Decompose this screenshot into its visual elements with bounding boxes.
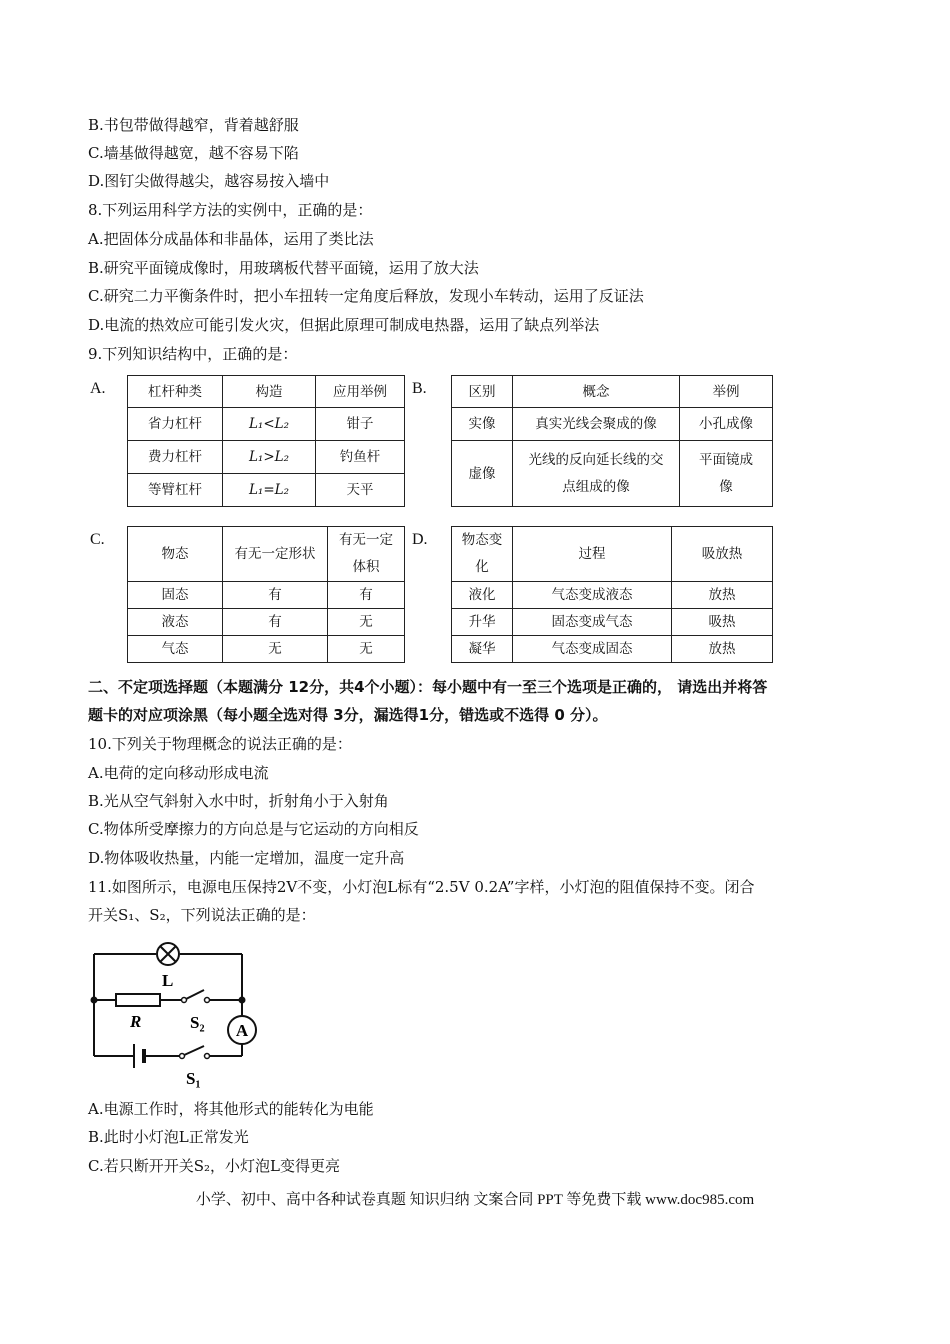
table-a — [127, 375, 405, 507]
table-a-cell: L₁>L₂ — [223, 441, 316, 474]
table-b-cell: 平面镜成像 — [680, 441, 773, 507]
lamp-label: L — [162, 971, 174, 990]
table-b-header: 举例 — [680, 376, 773, 408]
table-a-cell: L₁=L₂ — [223, 474, 316, 507]
q7-option-b: B.书包带做得越窄，背着越舒服 — [88, 116, 299, 134]
table-a-header: 构造 — [223, 376, 316, 408]
table-b-cell: 光线的反向延长线的交点组成的像 — [513, 441, 680, 507]
q10-stem: 10.下列关于物理概念的说法正确的是： — [88, 735, 352, 753]
q10-option-a: A.电荷的定向移动形成电流 — [88, 764, 269, 782]
table-a-cell: L₁<L₂ — [223, 408, 316, 441]
table-d — [451, 526, 773, 663]
table-a-cell: 费力杠杆 — [128, 441, 223, 474]
q9-stem: 9.下列知识结构中，正确的是： — [88, 345, 298, 363]
circuit-diagram — [86, 934, 276, 1094]
table-d-header: 过程 — [513, 527, 672, 582]
table-c-cell: 气态 — [128, 636, 223, 663]
table-d-cell: 凝华 — [452, 636, 513, 663]
switch-s2-contact — [182, 998, 187, 1003]
table-d-cell: 气态变成固态 — [513, 636, 672, 663]
table-a-header: 杠杆种类 — [128, 376, 223, 408]
q8-stem: 8.下列运用科学方法的实例中，正确的是： — [88, 201, 373, 219]
table-a-cell: 钳子 — [316, 408, 405, 441]
q11-option-b: B.此时小灯泡L正常发光 — [88, 1128, 249, 1146]
q10-option-b: B.光从空气斜射入水中时，折射角小于入射角 — [88, 792, 389, 810]
switch-s2-label: S₂ — [190, 1013, 205, 1032]
table-c-cell: 无 — [328, 609, 405, 636]
switch-s1-label: S₁ — [186, 1069, 201, 1088]
battery-symbol — [134, 1044, 144, 1068]
table-a-cell: 等臂杠杆 — [128, 474, 223, 507]
page-footer: 小学、初中、高中各种试卷真题 知识归纳 文案合同 PPT 等免费下载 www.doc985.com — [195, 1192, 755, 1208]
table-d-cell: 放热 — [672, 636, 773, 663]
table-b-header: 概念 — [513, 376, 680, 408]
q10-option-d: D.物体吸收热量，内能一定增加，温度一定升高 — [88, 849, 405, 867]
table-c-cell: 有 — [328, 582, 405, 609]
table-d-cell: 吸热 — [672, 609, 773, 636]
table-c-cell: 无 — [328, 636, 405, 663]
switch-s1-contact — [180, 1054, 185, 1059]
table-d-cell: 气态变成液态 — [513, 582, 672, 609]
table-b-label: B. — [412, 380, 427, 397]
section-2-heading-line2: 题卡的对应项涂黑（每小题全选对得 3分，漏选得1分，错选或不选得 0 分）。 — [88, 706, 608, 724]
table-c-header: 物态 — [128, 527, 223, 582]
table-c-cell: 有 — [223, 582, 328, 609]
table-a-cell: 省力杠杆 — [128, 408, 223, 441]
junction-dot — [239, 997, 246, 1004]
table-c-cell: 液态 — [128, 609, 223, 636]
table-b-header: 区别 — [452, 376, 513, 408]
table-b-cell: 实像 — [452, 408, 513, 441]
table-a-label: A. — [90, 380, 106, 397]
q7-option-c: C.墙基做得越宽，越不容易下陷 — [88, 144, 299, 162]
table-a-cell: 钓鱼杆 — [316, 441, 405, 474]
ammeter-label: A — [235, 1021, 249, 1040]
q8-option-c: C.研究二力平衡条件时，把小车扭转一定角度后释放，发现小车转动，运用了反证法 — [88, 287, 644, 305]
table-a-cell: 天平 — [316, 474, 405, 507]
table-c-label: C. — [90, 531, 105, 548]
junction-dot — [91, 997, 98, 1004]
table-c-cell: 有 — [223, 609, 328, 636]
table-d-cell: 放热 — [672, 582, 773, 609]
q7-option-d: D.图钉尖做得越尖，越容易按入墙中 — [88, 172, 330, 190]
table-b-cell: 虚像 — [452, 441, 513, 507]
table-c-cell: 固态 — [128, 582, 223, 609]
table-d-label: D. — [412, 531, 428, 548]
q8-option-a: A.把固体分成晶体和非晶体，运用了类比法 — [88, 230, 374, 248]
switch-s1-contact — [205, 1054, 210, 1059]
table-b — [451, 375, 773, 507]
table-d-header: 吸放热 — [672, 527, 773, 582]
table-d-header: 物态变化 — [452, 527, 513, 582]
lamp-symbol — [157, 943, 179, 965]
table-c — [127, 526, 405, 663]
table-c-header: 有无一定形状 — [223, 527, 328, 582]
q8-option-d: D.电流的热效应可能引发火灾，但据此原理可制成电热器，运用了缺点列举法 — [88, 316, 600, 334]
table-d-cell: 固态变成气态 — [513, 609, 672, 636]
resistor-label: R — [130, 1012, 142, 1031]
table-c-cell: 无 — [223, 636, 328, 663]
q8-option-b: B.研究平面镜成像时，用玻璃板代替平面镜，运用了放大法 — [88, 259, 479, 277]
resistor-symbol — [116, 994, 160, 1006]
section-2-heading-line1: 二、不定项选择题（本题满分 12分，共4个小题）：每小题中有一至三个选项是正确的， 请选出并将答 — [88, 678, 768, 696]
table-b-cell: 小孔成像 — [680, 408, 773, 441]
q11-option-a: A.电源工作时，将其他形式的能转化为电能 — [88, 1100, 374, 1118]
table-a-header: 应用举例 — [316, 376, 405, 408]
table-d-cell: 液化 — [452, 582, 513, 609]
q11-option-c: C.若只断开开关S₂，小灯泡L变得更亮 — [88, 1157, 340, 1175]
table-d-cell: 升华 — [452, 609, 513, 636]
q11-stem-line1: 11.如图所示，电源电压保持2V不变，小灯泡L标有“2.5V 0.2A”字样，小灯泡的阻值保持不变。闭合 — [88, 878, 755, 896]
switch-s2-contact — [205, 998, 210, 1003]
table-c-header: 有无一定体积 — [328, 527, 405, 582]
table-b-cell: 真实光线会聚成的像 — [513, 408, 680, 441]
q11-stem-line2: 开关S₁、S₂，下列说法正确的是： — [88, 906, 316, 924]
q10-option-c: C.物体所受摩擦力的方向总是与它运动的方向相反 — [88, 820, 419, 838]
